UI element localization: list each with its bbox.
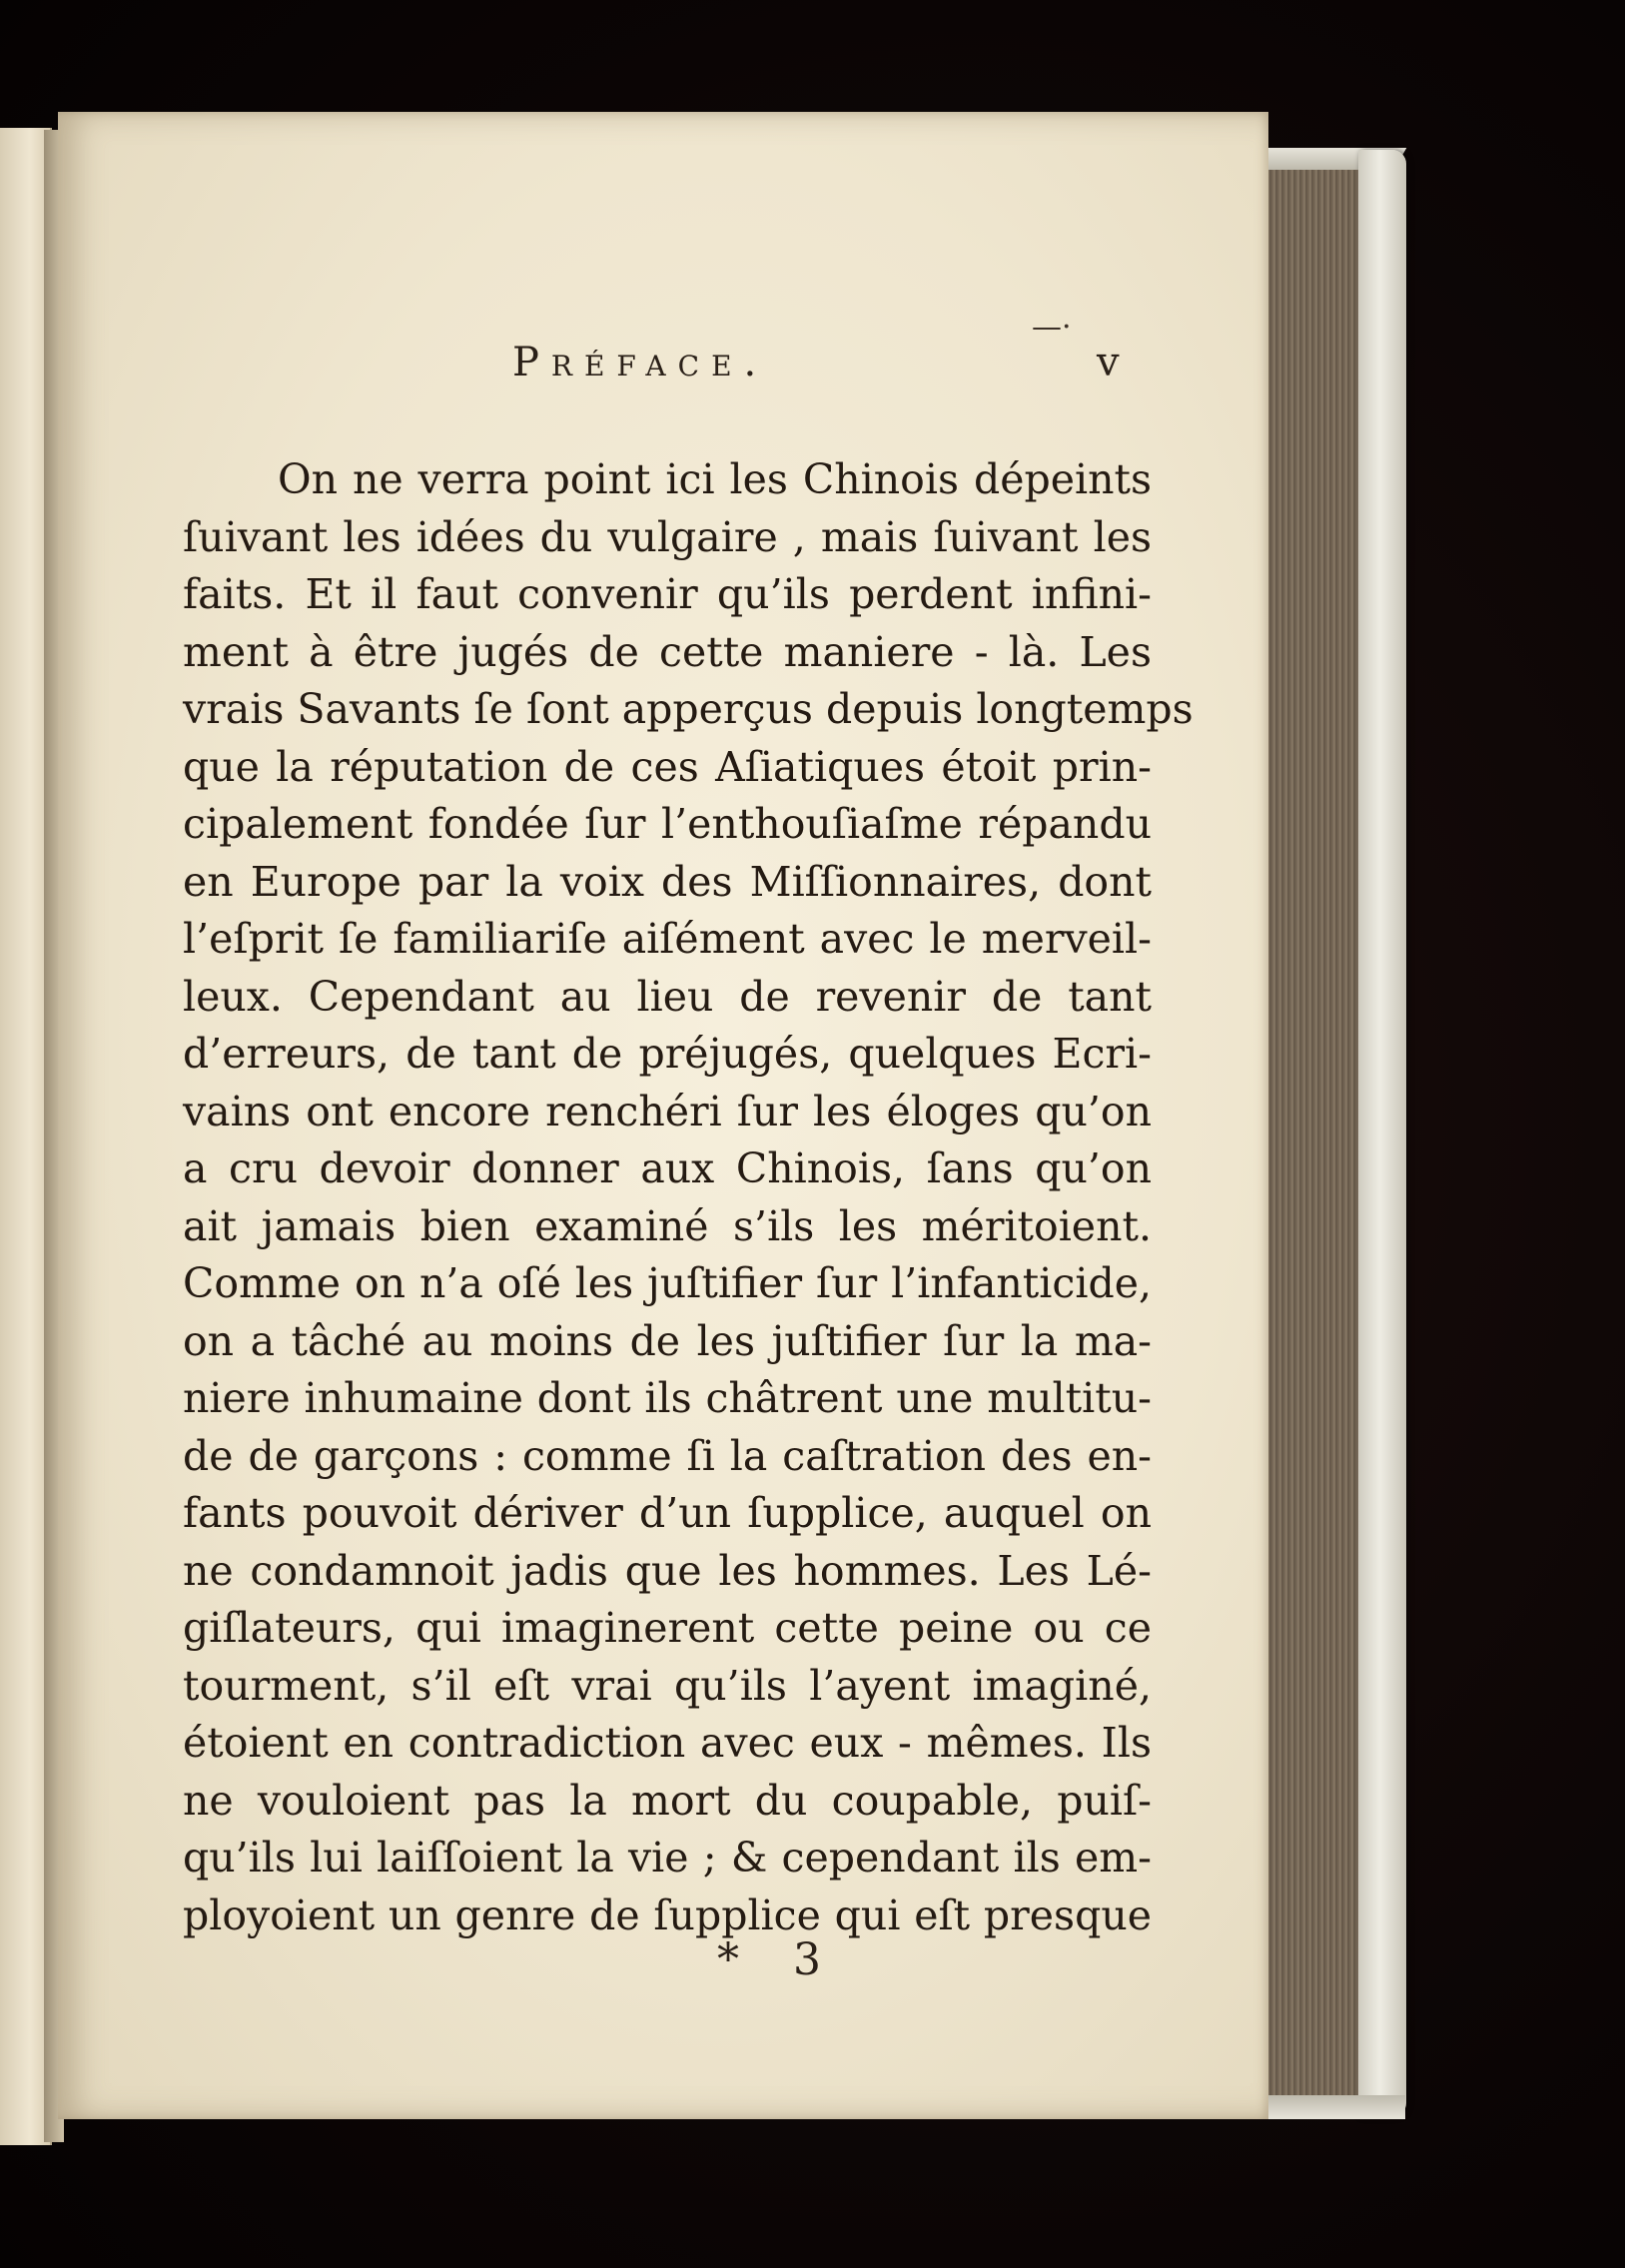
text-line: qu’ils lui laiſſoient la vie ; & cependant ils em- <box>183 1834 1152 1882</box>
printer-signature-mark: * 3 <box>717 1934 841 1985</box>
text-line: faits. Et il faut convenir qu’ils perdent infini- <box>183 570 1152 618</box>
book-page <box>58 112 1268 2119</box>
text-line: On ne verra point ici les Chinois dépeints <box>278 455 1152 503</box>
text-line: de de garçons : comme ſi la caſtration des en- <box>183 1431 1152 1480</box>
running-head-title: Préface. <box>512 340 769 385</box>
text-line: a cru devoir donner aux Chinois, ſans qu’on <box>183 1144 1152 1192</box>
page-number: v <box>1097 340 1120 385</box>
text-line: vains ont encore renchéri ſur les éloges qu’on <box>183 1087 1152 1135</box>
book-cover-edge <box>1358 150 1406 2117</box>
text-line: étoient en contradiction avec eux - mêmes. Ils <box>183 1719 1152 1767</box>
text-line: ne condamnoit jadis que les hommes. Les Lé- <box>183 1546 1152 1595</box>
text-line: Comme on n’a oſé les juſtifier ſur l’infanticide, <box>183 1259 1152 1307</box>
text-line: on a tâché au moins de les juſtifier ſur la ma- <box>183 1316 1152 1365</box>
text-line: l’eſprit ſe familiariſe aiſément avec le merveil- <box>183 915 1152 963</box>
text-line: fants pouvoit dériver d’un ſupplice, auquel on <box>183 1489 1152 1537</box>
text-line: ne vouloient pas la mort du coupable, puiſ- <box>183 1776 1152 1825</box>
text-line: que la réputation de ces Aſiatiques étoit prin- <box>183 742 1152 791</box>
text-line: leux. Cependant au lieu de revenir de tant <box>183 972 1152 1021</box>
text-line: d’erreurs, de tant de préjugés, quelques Ecri- <box>183 1030 1152 1078</box>
text-line: giſlateurs, qui imaginerent cette peine ou ce <box>183 1604 1152 1652</box>
text-line: cipalement fondée ſur l’enthouſiaſme répandu <box>183 800 1152 848</box>
text-line: ment à être jugés de cette maniere - là. Les <box>183 627 1152 676</box>
text-line: ait jamais bien examiné s’ils les méritoient. <box>183 1201 1152 1250</box>
text-line: ployoient un genre de ſupplice qui eſt presque <box>183 1890 1152 1939</box>
text-line: niere inhumaine dont ils châtrent une multitu- <box>183 1374 1152 1422</box>
running-head <box>58 310 1268 399</box>
text-line: tourment, s’il eſt vrai qu’ils l’ayent imaginé, <box>183 1661 1152 1710</box>
cover-bottom-edge <box>1260 2095 1405 2119</box>
body-text <box>183 451 1194 1944</box>
text-line: vrais Savants ſe ſont apperçus depuis longtemps <box>183 685 1194 733</box>
corner-mark: —· <box>1032 310 1072 345</box>
text-line: en Europe par la voix des Miſſionnaires, dont <box>183 857 1152 906</box>
text-line: ſuivant les idées du vulgaire , mais ſuivant les <box>183 512 1152 561</box>
